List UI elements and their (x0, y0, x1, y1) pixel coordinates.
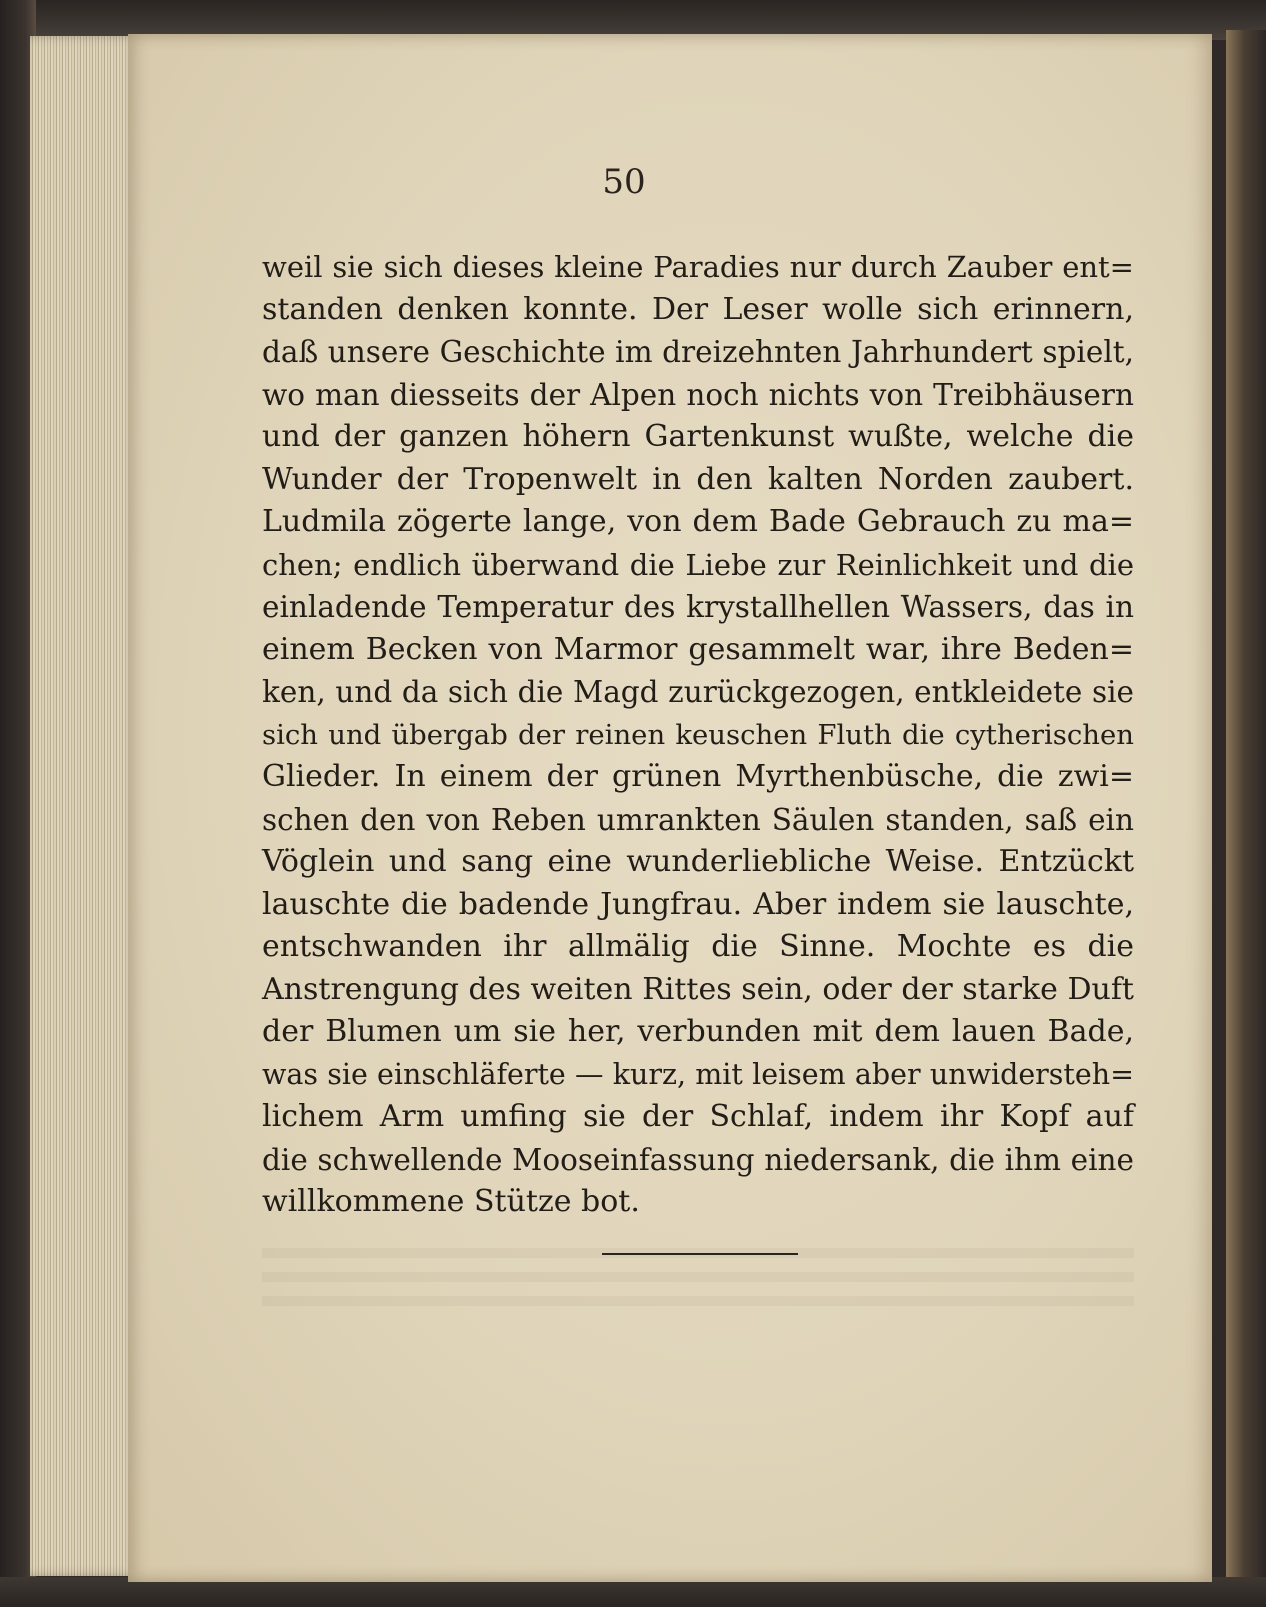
page-stack-edges (30, 36, 140, 1576)
text-line: lauschte die badende Jungfrau. Aber indem sie lauschte, (262, 886, 1134, 922)
text-line: der Blumen um sie her, verbunden mit dem lauen Bade, (262, 1014, 1134, 1049)
text-line: Anstrengung des weiten Rittes sein, oder der starke Duft (262, 971, 1134, 1007)
text-line: wo man diesseits der Alpen noch nichts von Treibhäusern (262, 377, 1134, 412)
text-line: die schwellende Mooseinfassung niedersank, die ihm eine (262, 1142, 1134, 1177)
text-line: ken, und da sich die Magd zurückgezogen, entkleidete sie (262, 675, 1134, 709)
text-line: chen; endlich überwand die Liebe zur Reinlichkeit und die (262, 547, 1134, 582)
page-number: 50 (602, 162, 646, 202)
text-line: sich und übergab der reinen keuschen Fluth die cytherischen (262, 718, 1134, 751)
text-line: standen denken konnte. Der Leser wolle sich erinnern, (262, 291, 1134, 327)
text-line: schen den von Reben umrankten Säulen standen, saß ein (262, 802, 1134, 837)
section-end-rule (602, 1253, 798, 1255)
text-line: Wunder der Tropenwelt in den kalten Norden zaubert. (262, 461, 1134, 497)
text-line: Glieder. In einem der grünen Myrthenbüsche, die zwi= (262, 759, 1134, 794)
show-through-text (262, 1234, 1134, 1314)
cover-right-edge (1226, 30, 1266, 1590)
text-line: weil sie sich dieses kleine Paradies nur durch Zauber ent= (262, 250, 1134, 284)
text-line: entschwanden ihr allmälig die Sinne. Mochte es die (262, 929, 1134, 964)
text-line: einladende Temperatur des krystallhellen Wassers, das in (262, 590, 1134, 624)
text-line: Ludmila zögerte lange, von dem Bade Gebrauch zu ma= (262, 504, 1134, 539)
page-body-text (262, 246, 1134, 1224)
text-line: lichem Arm umfing sie der Schlaf, indem ihr Kopf auf (262, 1099, 1134, 1134)
text-line: was sie einschläferte — kurz, mit leisem aber unwidersteh= (262, 1057, 1134, 1091)
text-line: willkommene Stütze bot. (262, 1184, 640, 1219)
text-line: daß unsere Geschichte im dreizehnten Jahrhundert spielt, (262, 335, 1134, 369)
book-page (128, 34, 1212, 1582)
text-line: Vöglein und sang eine wunderliebliche Weise. Entzückt (262, 844, 1134, 879)
text-line: einem Becken von Marmor gesammelt war, ihre Beden= (262, 631, 1134, 667)
text-line: und der ganzen höhern Gartenkunst wußte, welche die (262, 419, 1134, 454)
